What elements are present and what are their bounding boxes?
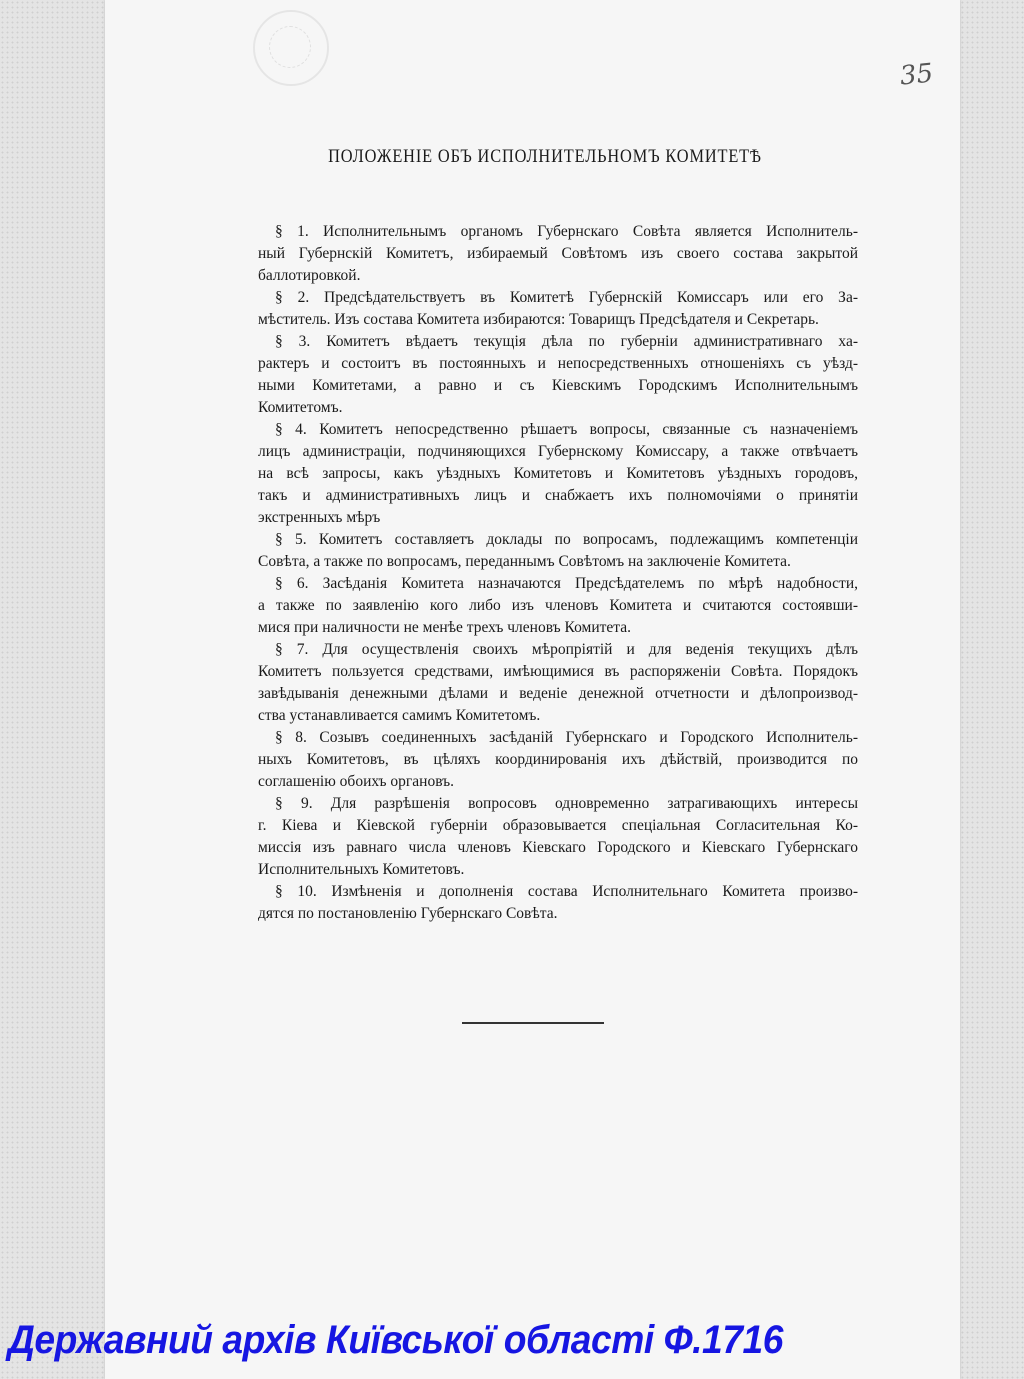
paragraph-line: § 4. Комитетъ непосредственно рѣшаетъ вопросы, связанные съ назначеніемъ — [275, 421, 858, 438]
paragraph-line: Исполнительныхъ Комитетовъ. — [258, 861, 465, 878]
paragraph-line: ства устанавливается самимъ Комитетомъ. — [258, 707, 541, 724]
paragraph-line: ными Комитетами, а равно и съ Кіевскимъ Городскимъ Исполнительнымъ — [258, 377, 858, 394]
embossed-seal — [253, 10, 329, 86]
paragraph-line: экстренныхъ мѣръ — [258, 509, 381, 526]
paragraph-line: § 1. Исполнительнымъ органомъ Губернскаго Совѣта является Исполнитель- — [275, 223, 858, 240]
paragraph-line: § 9. Для разрѣшенія вопросовъ одновременно затрагивающихъ интересы — [275, 795, 858, 812]
paragraph-line: лицъ администраціи, подчиняющихся Губернскому Комиссару, а также отвѣчаетъ — [258, 443, 858, 460]
paragraph-line: § 2. Предсѣдательствуетъ въ Комитетѣ Губернскій Комиссаръ или его За- — [275, 289, 858, 306]
paragraph-line: г. Кіева и Кіевской губерніи образовывается спеціальная Согласительная Ко- — [258, 817, 858, 834]
paragraph — [258, 529, 858, 573]
paragraph — [258, 221, 858, 287]
paragraph-line: мѣститель. Изъ состава Комитета избираются: Товарищъ Предсѣдателя и Секретарь. — [258, 311, 819, 328]
paragraph-line: завѣдыванія денежными дѣлами и веденіе денежной отчетности и дѣлопроизвод- — [258, 685, 858, 702]
paragraph — [258, 287, 858, 331]
paragraph-line: такъ и административныхъ лицъ и снабжаетъ ихъ полномочіями о принятіи — [258, 487, 858, 504]
paragraph — [258, 419, 858, 529]
paragraph-line: Совѣта, а также по вопросамъ, переданнымъ Совѣтомъ на заключеніе Комитета. — [258, 553, 791, 570]
paragraph-line: а также по заявленію кого либо изъ членовъ Комитета и считаются состоявши- — [258, 597, 858, 614]
paragraph — [258, 331, 858, 419]
paragraph-line: на всѣ запросы, какъ уѣздныхъ Комитетовъ и Комитетовъ уѣздныхъ городовъ, — [258, 465, 858, 482]
paragraph — [258, 881, 858, 925]
paragraph-line: баллотировкой. — [258, 267, 361, 284]
paragraph-line: ныхъ Комитетовъ, въ цѣляхъ координированія ихъ дѣйствій, производится по — [258, 751, 858, 768]
paragraph-line: миссія изъ равнаго числа членовъ Кіевскаго Городского и Кіевскаго Губернскаго — [258, 839, 858, 856]
paragraph-line: соглашенію обоихъ органовъ. — [258, 773, 455, 790]
document-title: ПОЛОЖЕНІЕ ОБЪ ИСПОЛНИТЕЛЬНОМЪ КОМИТЕТѢ — [328, 146, 762, 167]
paragraph — [258, 727, 858, 793]
paragraph-line: дятся по постановленію Губернскаго Совѣта. — [258, 905, 558, 922]
end-divider — [462, 1022, 604, 1024]
paragraph-line: Комитетъ пользуется средствами, имѣющимися въ распоряженіи Совѣта. Порядокъ — [258, 663, 858, 680]
paragraph-line: § 5. Комитетъ составляетъ доклады по вопросамъ, подлежащимъ компетенціи — [275, 531, 858, 548]
paragraph-line: Комитетомъ. — [258, 399, 343, 416]
paragraph-line: рактеръ и состоитъ въ постоянныхъ и непосредственныхъ отношеніяхъ съ уѣзд- — [258, 355, 858, 372]
paragraph-line: § 3. Комитетъ вѣдаетъ текущія дѣла по губерніи административнаго ха- — [275, 333, 858, 350]
paragraph-line: § 7. Для осуществленія своихъ мѣропріятій и для веденія текущихъ дѣлъ — [275, 641, 858, 658]
paragraph-line: § 10. Измѣненія и дополненія состава Исполнительнаго Комитета произво- — [275, 883, 858, 900]
archive-footer-label: Державний архів Київської області Ф.1716 — [8, 1318, 783, 1362]
paragraph — [258, 793, 858, 881]
paragraph-line: § 8. Созывъ соединенныхъ засѣданій Губернскаго и Городского Исполнитель- — [275, 729, 858, 746]
paragraph-line: § 6. Засѣданія Комитета назначаются Предсѣдателемъ по мѣрѣ надобности, — [275, 575, 858, 592]
document-body — [258, 221, 858, 925]
paragraph — [258, 639, 858, 727]
handwritten-page-number: 35 — [898, 58, 935, 92]
paragraph-line: мися при наличности не менѣе трехъ членовъ Комитета. — [258, 619, 632, 636]
paragraph-line: ный Губернскій Комитетъ, избираемый Совѣтомъ изъ своего состава закрытой — [258, 245, 858, 262]
paragraph — [258, 573, 858, 639]
